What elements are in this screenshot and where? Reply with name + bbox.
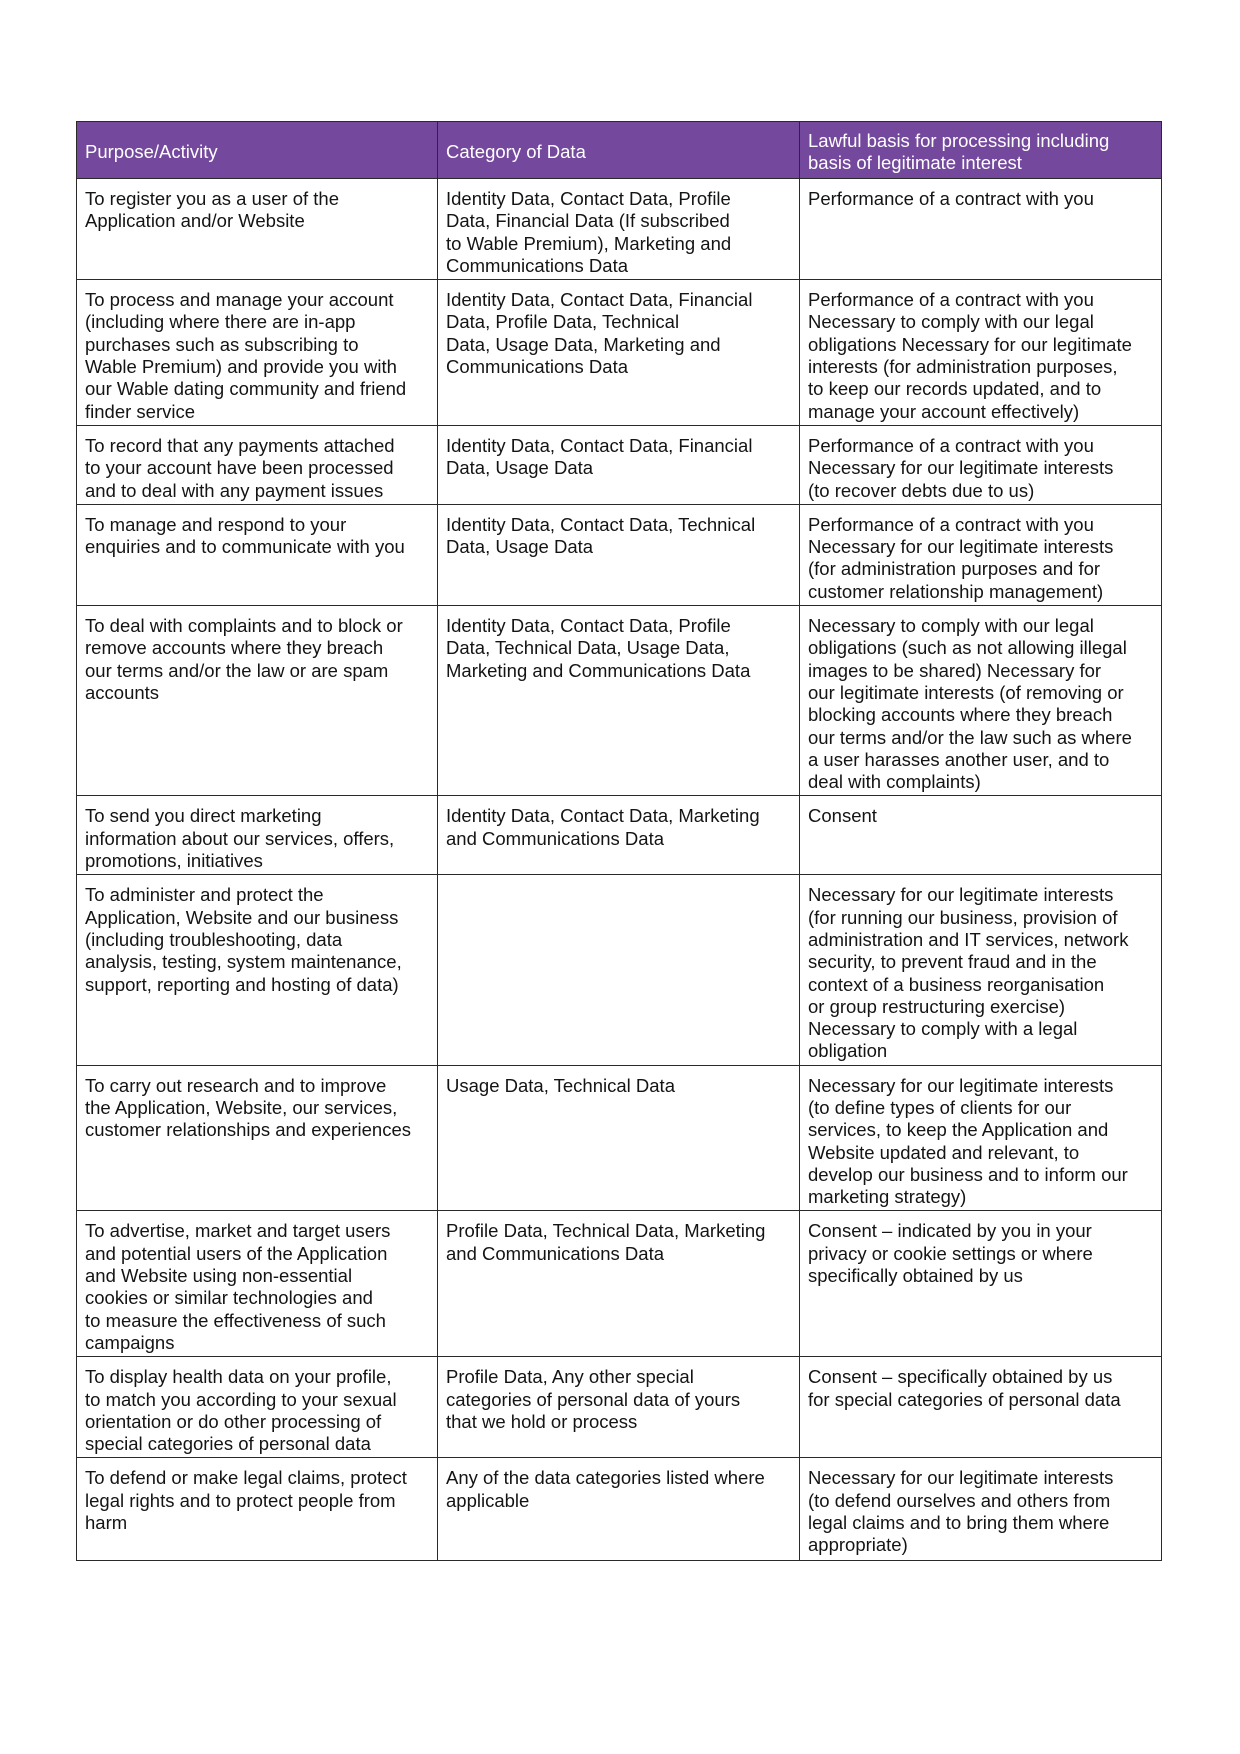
header-category-of-data: Category of Data bbox=[438, 122, 800, 179]
category-cell: Identity Data, Contact Data, Financial Data, Usage Data bbox=[438, 425, 800, 504]
basis-cell: Consent – indicated by you in your privacy or cookie settings or where specifically obtained by us bbox=[800, 1211, 1162, 1357]
purpose-cell: To process and manage your account (including where there are in-app purchases such as subscribing to Wable Premium) and provide you with our Wable dating community and friend finder service bbox=[77, 280, 438, 426]
purpose-cell: To carry out research and to improve the Application, Website, our services, customer relationships and experiences bbox=[77, 1065, 438, 1211]
basis-cell: Consent – specifically obtained by us for special categories of personal data bbox=[800, 1357, 1162, 1458]
table-row bbox=[77, 606, 1162, 796]
purpose-cell: To defend or make legal claims, protect legal rights and to protect people from harm bbox=[77, 1458, 438, 1561]
purpose-cell: To advertise, market and target users and potential users of the Application and Website using non-essential cookies or similar technologies and to measure the effectiveness of such campaigns bbox=[77, 1211, 438, 1357]
category-cell: Identity Data, Contact Data, Profile Data, Technical Data, Usage Data, Marketing and Communications Data bbox=[438, 606, 800, 796]
basis-cell: Performance of a contract with you Necessary to comply with our legal obligations Necessary for our legitimate interests (for administration purposes, to keep our records updated, and to manage your account effectively) bbox=[800, 280, 1162, 426]
table-row bbox=[77, 1458, 1162, 1561]
basis-cell: Necessary for our legitimate interests (for running our business, provision of administration and IT services, network security, to prevent fraud and in the context of a business reorganisation or group restructuring exercise) Necessary to comply with a legal obligation bbox=[800, 875, 1162, 1065]
purpose-cell: To deal with complaints and to block or remove accounts where they breach our terms and/or the law or are spam accounts bbox=[77, 606, 438, 796]
table-row bbox=[77, 875, 1162, 1065]
purpose-cell: To record that any payments attached to your account have been processed and to deal with any payment issues bbox=[77, 425, 438, 504]
category-cell: Profile Data, Technical Data, Marketing and Communications Data bbox=[438, 1211, 800, 1357]
table-row bbox=[77, 1065, 1162, 1211]
purpose-cell: To send you direct marketing information about our services, offers, promotions, initiatives bbox=[77, 796, 438, 875]
category-cell: Any of the data categories listed where applicable bbox=[438, 1458, 800, 1561]
table-row bbox=[77, 179, 1162, 280]
basis-cell: Performance of a contract with you Necessary for our legitimate interests (to recover debts due to us) bbox=[800, 425, 1162, 504]
header-purpose-activity: Purpose/Activity bbox=[77, 122, 438, 179]
table-row bbox=[77, 504, 1162, 605]
table-header-row bbox=[77, 122, 1162, 179]
category-cell: Identity Data, Contact Data, Technical Data, Usage Data bbox=[438, 504, 800, 605]
category-cell bbox=[438, 875, 800, 1065]
table-row bbox=[77, 1357, 1162, 1458]
table-row bbox=[77, 280, 1162, 426]
purpose-cell: To register you as a user of the Application and/or Website bbox=[77, 179, 438, 280]
category-cell: Identity Data, Contact Data, Marketing and Communications Data bbox=[438, 796, 800, 875]
table-row bbox=[77, 796, 1162, 875]
table-row bbox=[77, 425, 1162, 504]
lawful-basis-table bbox=[76, 121, 1162, 1561]
category-cell: Usage Data, Technical Data bbox=[438, 1065, 800, 1211]
category-cell: Identity Data, Contact Data, Financial Data, Profile Data, Technical Data, Usage Data, Marketing and Communications Data bbox=[438, 280, 800, 426]
basis-cell: Consent bbox=[800, 796, 1162, 875]
purpose-cell: To manage and respond to your enquiries and to communicate with you bbox=[77, 504, 438, 605]
header-lawful-basis: Lawful basis for processing including basis of legitimate interest bbox=[800, 122, 1162, 179]
basis-cell: Necessary for our legitimate interests (to define types of clients for our services, to keep the Application and Website updated and relevant, to develop our business and to inform our marketing strategy) bbox=[800, 1065, 1162, 1211]
purpose-cell: To administer and protect the Application, Website and our business (including troubleshooting, data analysis, testing, system maintenance, support, reporting and hosting of data) bbox=[77, 875, 438, 1065]
category-cell: Identity Data, Contact Data, Profile Data, Financial Data (If subscribed to Wable Premium), Marketing and Communications Data bbox=[438, 179, 800, 280]
category-cell: Profile Data, Any other special categories of personal data of yours that we hold or process bbox=[438, 1357, 800, 1458]
basis-cell: Performance of a contract with you Necessary for our legitimate interests (for administration purposes and for customer relationship management) bbox=[800, 504, 1162, 605]
basis-cell: Performance of a contract with you bbox=[800, 179, 1162, 280]
basis-cell: Necessary for our legitimate interests (to defend ourselves and others from legal claims and to bring them where appropriate) bbox=[800, 1458, 1162, 1561]
purpose-cell: To display health data on your profile, to match you according to your sexual orientation or do other processing of special categories of personal data bbox=[77, 1357, 438, 1458]
table-row bbox=[77, 1211, 1162, 1357]
basis-cell: Necessary to comply with our legal obligations (such as not allowing illegal images to be shared) Necessary for our legitimate interests (of removing or blocking accounts where they breach our terms and/or the law such as where a user harasses another user, and to deal with complaints) bbox=[800, 606, 1162, 796]
